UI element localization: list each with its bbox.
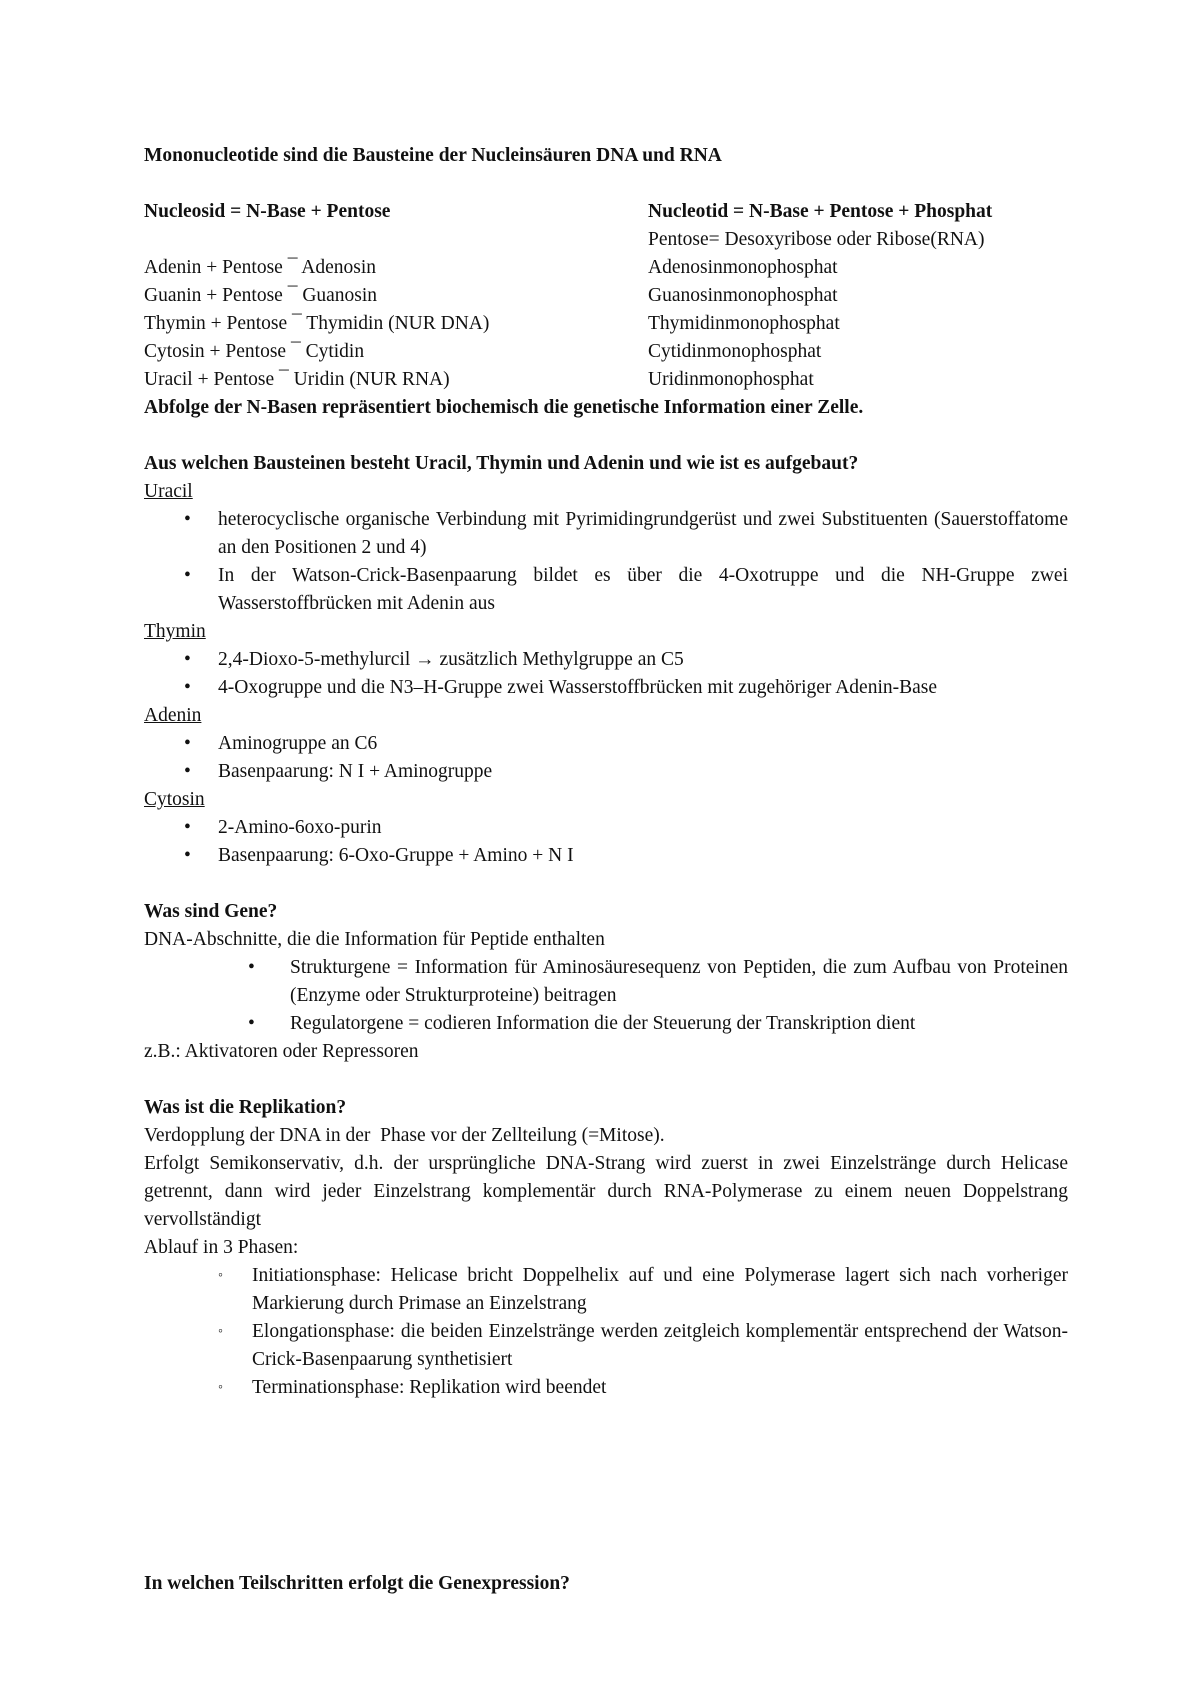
nucleoside-nucleotide-table [144, 198, 1068, 394]
bases-question: Aus welchen Bausteinen besteht Uracil, Thymin und Adenin und wie ist es aufgebaut? [144, 453, 859, 474]
replication-phases-intro: Ablauf in 3 Phasen: [144, 1237, 299, 1258]
genes-question: Was sind Gene? [144, 901, 278, 922]
table-row [144, 338, 1068, 366]
base-heading-cytosin: Cytosin [144, 789, 205, 810]
nucleoside-cell: Cytosin + Pentose ¯ Cytidin [144, 341, 365, 362]
replication-question: Was ist die Replikation? [144, 1097, 347, 1118]
list-item: • Regulatorgene = codieren Information die der Steuerung der Transkription dient [144, 1010, 1068, 1038]
bullet-icon: • [248, 957, 255, 978]
base-heading-adenin: Adenin [144, 705, 202, 726]
circle-bullet-icon: ◦ [218, 1268, 223, 1283]
adenin-list [144, 730, 1068, 786]
list-item: ◦ Elongationsphase: die beiden Einzelstränge werden zeitgleich komplementär entsprechend der Watson-Crick-Basenpaarung synthetisiert [144, 1318, 1068, 1374]
bullet-icon: • [184, 733, 191, 754]
bullet-icon: • [184, 509, 191, 530]
bullet-icon: • [184, 761, 191, 782]
nucleoside-header: Nucleosid = N-Base + Pentose [144, 201, 391, 222]
bullet-icon: • [184, 677, 191, 698]
document-page [144, 142, 1073, 1598]
nucleotide-cell: Cytidinmonophosphat [648, 341, 822, 362]
nucleoside-cell: Guanin + Pentose ¯ Guanosin [144, 285, 378, 306]
table-row [144, 282, 1068, 310]
document-title: Mononucleotide sind die Bausteine der Nucleinsäuren DNA und RNA [144, 145, 722, 166]
circle-bullet-icon: ◦ [218, 1380, 223, 1395]
list-item: ◦ Terminationsphase: Replikation wird beendet [144, 1374, 1068, 1402]
list-item: • heterocyclische organische Verbindung mit Pyrimidingrundgerüst und zwei Substituenten (Sauerstoffatome an den Positionen 2 und 4) [144, 506, 1068, 562]
spacer [144, 870, 1068, 898]
base-heading-uracil: Uracil [144, 481, 193, 502]
spacer [144, 170, 1068, 198]
table-subheader-row [144, 226, 1068, 254]
list-item: • 2,4-Dioxo-5-methylurcil → zusätzlich Methylgruppe an C5 [144, 646, 1068, 674]
genes-example: z.B.: Aktivatoren oder Repressoren [144, 1041, 419, 1062]
table-row [144, 310, 1068, 338]
empty-cell [144, 226, 648, 254]
list-item: • Strukturgene = Information für Aminosäuresequenz von Peptiden, die zum Aufbau von Proteinen (Enzyme oder Strukturproteine) beitragen [144, 954, 1068, 1010]
nucleoside-cell: Adenin + Pentose ¯ Adenosin [144, 257, 376, 278]
bullet-icon: • [184, 649, 191, 670]
replication-line-1: Verdopplung der DNA in der Phase vor der Zellteilung (=Mitose). [144, 1125, 665, 1146]
list-item: • Basenpaarung: 6-Oxo-Gruppe + Amino + N I [144, 842, 1068, 870]
list-item: ◦ Initiationsphase: Helicase bricht Doppelhelix auf und eine Polymerase lagert sich nach vorheriger Markierung durch Primase an Einzelstrang [144, 1262, 1068, 1318]
list-item: • 4-Oxogruppe und die N3–H-Gruppe zwei Wasserstoffbrücken mit zugehöriger Adenin-Base [144, 674, 1068, 702]
cytosin-list [144, 814, 1068, 870]
nucleoside-cell: Thymin + Pentose ¯ Thymidin (NUR DNA) [144, 313, 490, 334]
table-summary: Abfolge der N-Basen repräsentiert biochemisch die genetische Information einer Zelle. [144, 397, 864, 418]
nucleotide-cell: Uridinmonophosphat [648, 369, 814, 390]
base-heading-thymin: Thymin [144, 621, 206, 642]
bullet-icon: • [248, 1013, 255, 1034]
bullet-icon: • [184, 565, 191, 586]
pentose-note: Pentose= Desoxyribose oder Ribose(RNA) [648, 229, 985, 250]
circle-bullet-icon: ◦ [218, 1324, 223, 1339]
spacer [144, 1066, 1068, 1094]
nucleotide-cell: Adenosinmonophosphat [648, 257, 838, 278]
nucleoside-cell: Uracil + Pentose ¯ Uridin (NUR RNA) [144, 369, 450, 390]
bullet-icon: • [184, 817, 191, 838]
list-item: • 2-Amino-6oxo-purin [144, 814, 1068, 842]
bullet-icon: • [184, 845, 191, 866]
replication-phases-list [144, 1262, 1068, 1402]
nucleotide-cell: Guanosinmonophosphat [648, 285, 838, 306]
spacer [144, 1402, 1068, 1570]
genes-intro: DNA-Abschnitte, die die Information für Peptide enthalten [144, 929, 605, 950]
uracil-list [144, 506, 1068, 618]
list-item: • Basenpaarung: N I + Aminogruppe [144, 758, 1068, 786]
thymin-list [144, 646, 1068, 702]
list-item: • In der Watson-Crick-Basenpaarung bildet es über die 4-Oxotruppe und die NH-Gruppe zwei Wasserstoffbrücken mit Adenin aus [144, 562, 1068, 618]
expression-question: In welchen Teilschritten erfolgt die Genexpression? [144, 1573, 570, 1594]
spacer [144, 422, 1068, 450]
table-row [144, 254, 1068, 282]
table-header-row [144, 198, 1068, 226]
nucleotide-cell: Thymidinmonophosphat [648, 313, 840, 334]
list-item: • Aminogruppe an C6 [144, 730, 1068, 758]
nucleotide-header: Nucleotid = N-Base + Pentose + Phosphat [648, 201, 993, 222]
replication-line-2: Erfolgt Semikonservativ, d.h. der ursprüngliche DNA-Strang wird zuerst in zwei Einzelstränge durch Helicase getrennt, dann wird jeder Einzelstrang komplementär durch RNA-Polymerase zu einem neuen Doppelstrang vervollständigt [144, 1153, 1073, 1230]
table-row [144, 366, 1068, 394]
genes-list [144, 954, 1068, 1038]
